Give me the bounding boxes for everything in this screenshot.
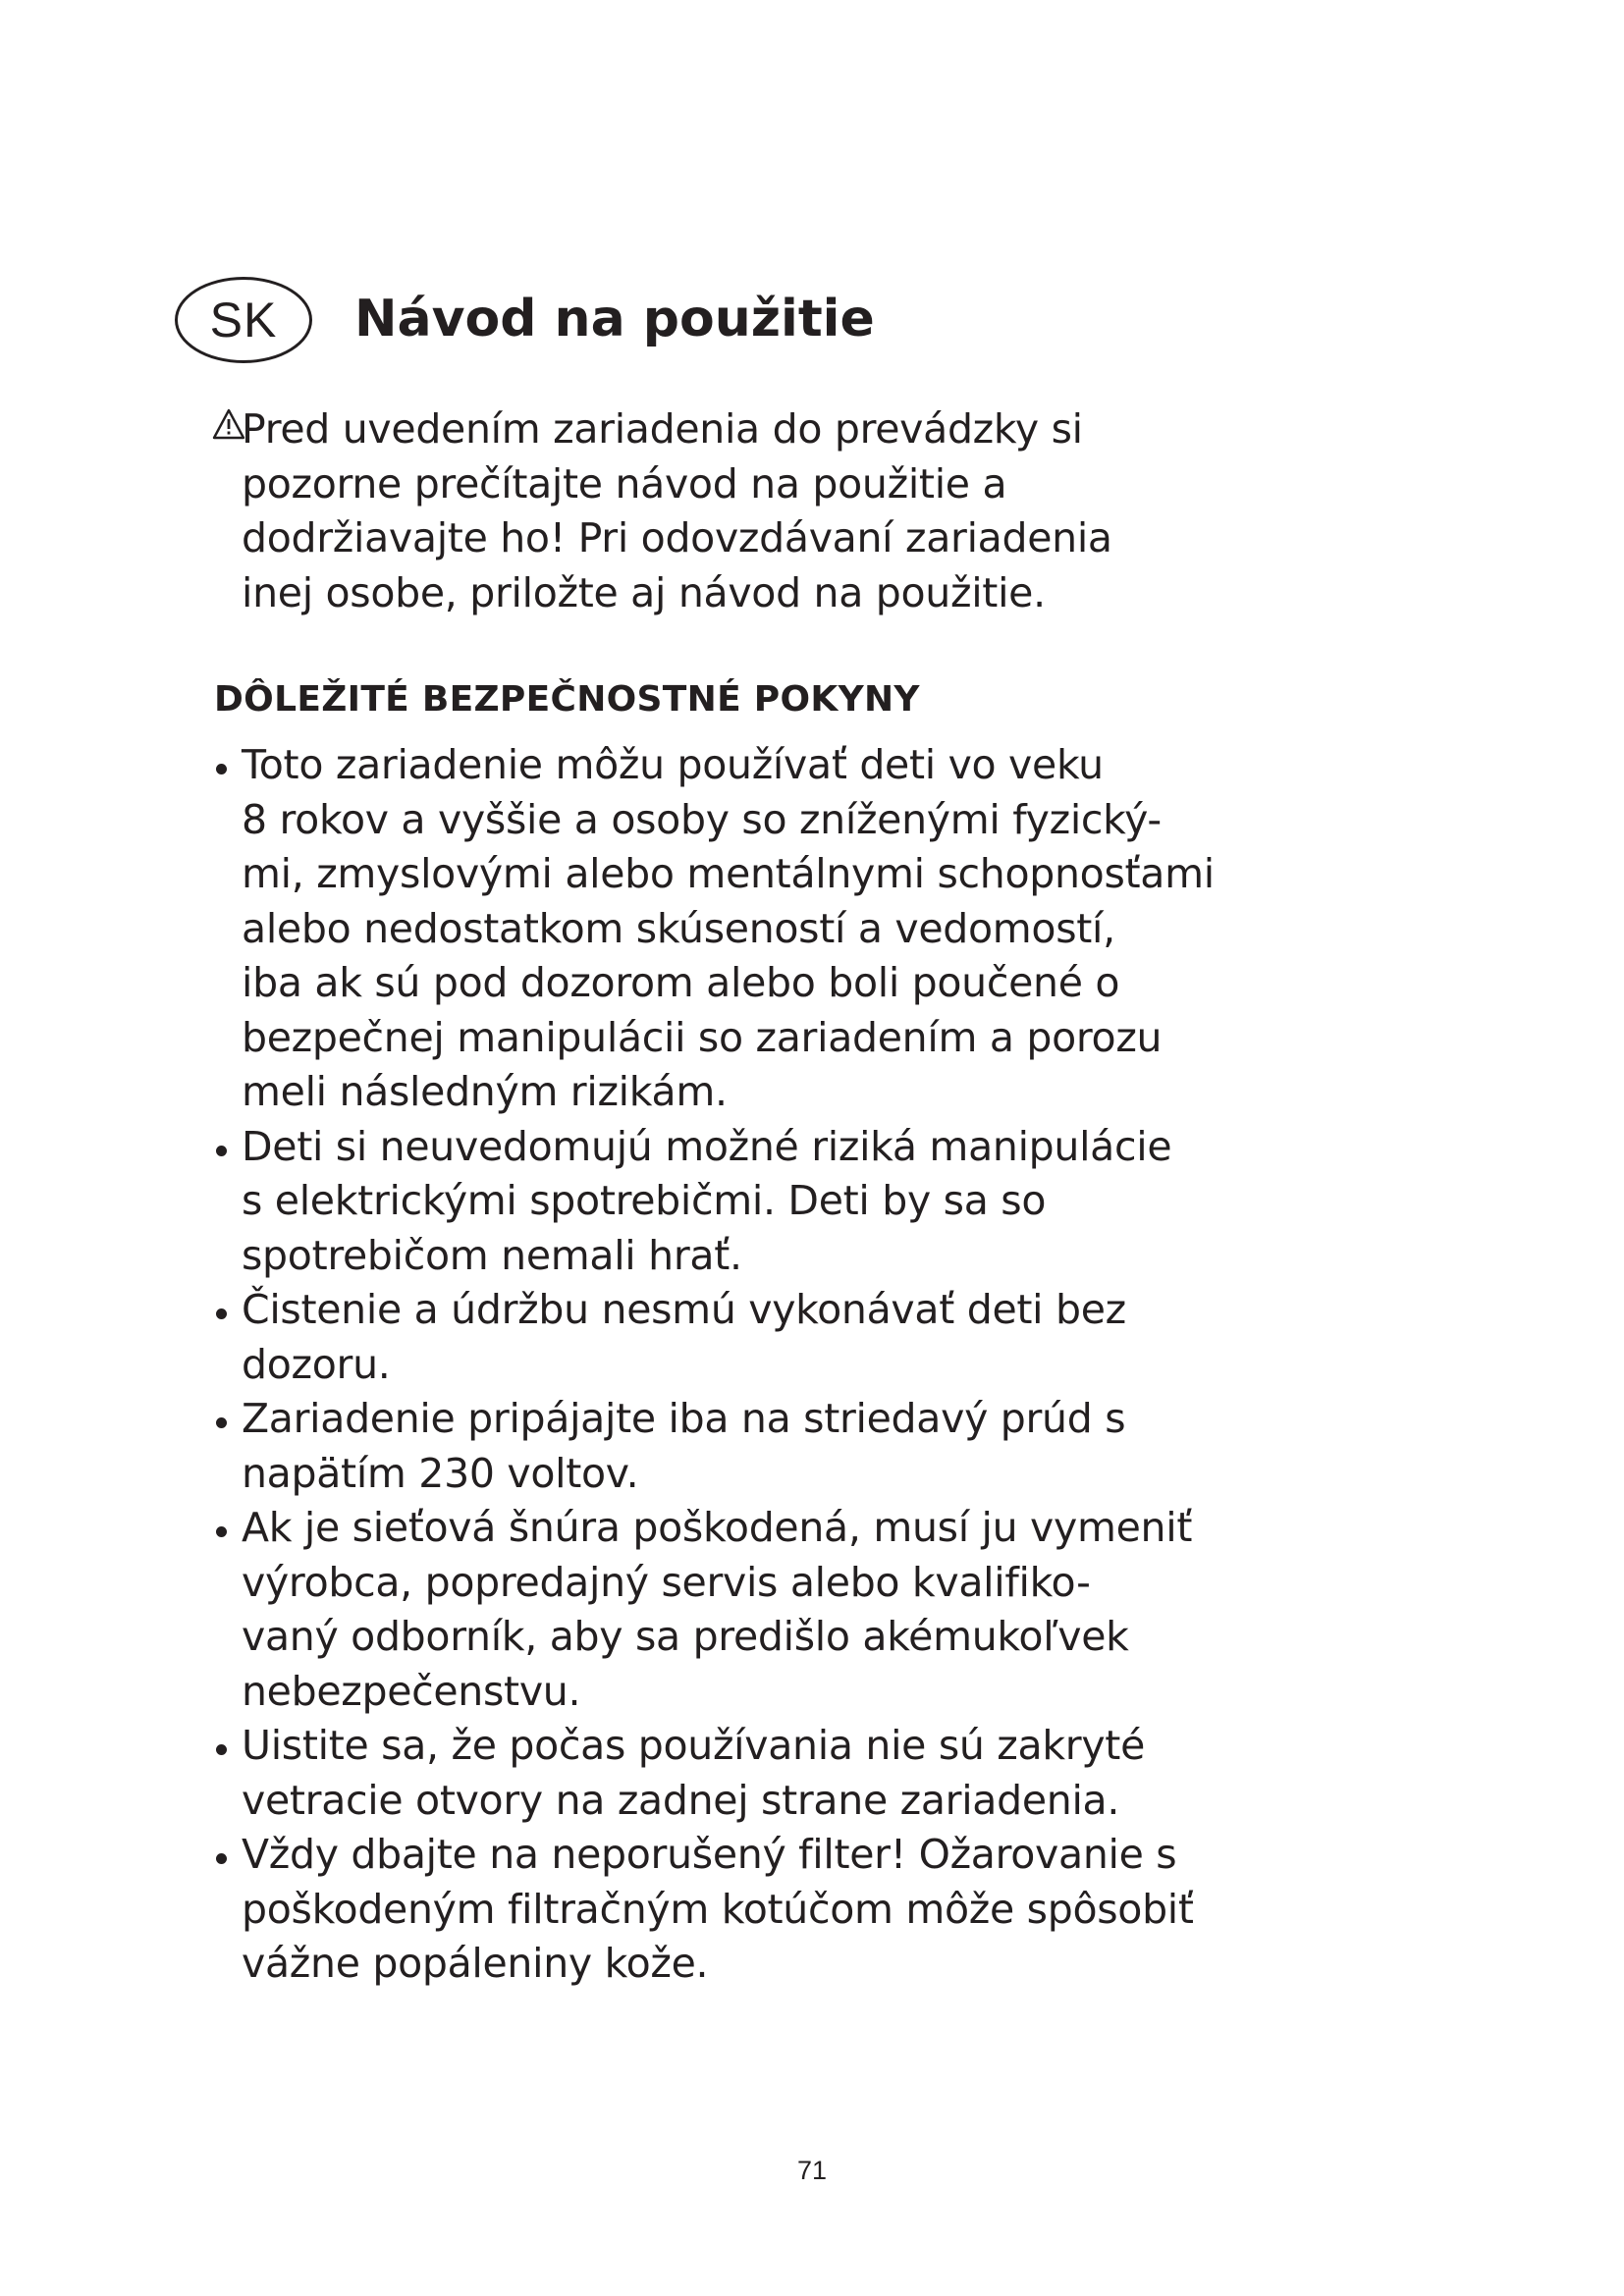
intro-warning xyxy=(212,402,1371,620)
list-item-line: alebo nedostatkom skúseností a vedomostí, xyxy=(242,904,1115,952)
bullet-icon xyxy=(216,764,227,774)
safety-list xyxy=(214,738,1441,1992)
list-item-line: Čistenie a údržbu nesmú vykonávať deti bez xyxy=(242,1286,1126,1333)
list-item-line: spotrebičom nemali hrať. xyxy=(242,1231,742,1279)
list-item-line: s elektrickými spotrebičmi. Deti by sa so xyxy=(242,1177,1047,1224)
list-item xyxy=(214,738,1441,1120)
list-item-line: bezpečnej manipulácii so zariadením a porozu xyxy=(242,1013,1163,1061)
bullet-icon xyxy=(216,1526,227,1537)
list-item xyxy=(214,1719,1441,1828)
bullet-icon xyxy=(216,1417,227,1428)
language-badge: SK xyxy=(175,277,312,363)
list-item xyxy=(214,1392,1441,1501)
list-item-line: mi, zmyslovými alebo mentálnymi schopnosťami xyxy=(242,850,1215,897)
list-item-line: napätím 230 voltov. xyxy=(242,1449,639,1497)
list-item-line: 8 rokov a vyššie a osoby so zníženými fyzický- xyxy=(242,795,1162,843)
list-item-line: Vždy dbajte na neporušený filter! Ožarovanie s xyxy=(242,1831,1177,1878)
page-number: 71 xyxy=(796,2156,828,2185)
safety-heading: DÔLEŽITÉ BEZPEČNOSTNÉ POKYNY xyxy=(214,679,920,720)
list-item-line: Ak je sieťová šnúra poškodená, musí ju vymeniť xyxy=(242,1504,1193,1551)
list-item-line: Toto zariadenie môžu používať deti vo veku xyxy=(242,741,1104,788)
bullet-icon xyxy=(216,1744,227,1755)
list-item-line: poškodeným filtračným kotúčom môže spôsobiť xyxy=(242,1885,1194,1933)
intro-line: Pred uvedením zariadenia do prevádzky si xyxy=(242,405,1083,453)
list-item-line: vaný odborník, aby sa predišlo akémukoľvek xyxy=(242,1613,1129,1660)
intro-line: inej osobe, priložte aj návod na použitie. xyxy=(242,568,1046,616)
page-title: Návod na použitie xyxy=(354,290,875,348)
list-item xyxy=(214,1828,1441,1992)
list-item-line: Zariadenie pripájajte iba na striedavý prúd s xyxy=(242,1395,1126,1442)
list-item-line: dozoru. xyxy=(242,1340,391,1388)
list-item-line: Uistite sa, že počas používania nie sú zakryté xyxy=(242,1722,1146,1769)
list-item-line: meli následným rizikám. xyxy=(242,1068,728,1115)
bullet-icon xyxy=(216,1853,227,1864)
warning-triangle-icon xyxy=(212,408,245,440)
document-header xyxy=(175,277,1255,375)
intro-line: dodržiavajte ho! Pri odovzdávaní zariadenia xyxy=(242,514,1112,561)
list-item-line: vážne popáleniny kože. xyxy=(242,1940,709,1987)
list-item-line: nebezpečenstvu. xyxy=(242,1667,581,1715)
intro-line: pozorne prečítajte návod na použitie a xyxy=(242,459,1007,507)
bullet-icon xyxy=(216,1308,227,1319)
list-item xyxy=(214,1120,1441,1284)
list-item xyxy=(214,1283,1441,1392)
list-item-line: vetracie otvory na zadnej strane zariadenia. xyxy=(242,1776,1120,1824)
list-item xyxy=(214,1501,1441,1719)
list-item-line: iba ak sú pod dozorom alebo boli poučené o xyxy=(242,959,1120,1006)
list-item-line: výrobca, popredajný servis alebo kvalifiko- xyxy=(242,1558,1091,1606)
bullet-icon xyxy=(216,1146,227,1156)
list-item-line: Deti si neuvedomujú možné riziká manipulácie xyxy=(242,1122,1172,1170)
